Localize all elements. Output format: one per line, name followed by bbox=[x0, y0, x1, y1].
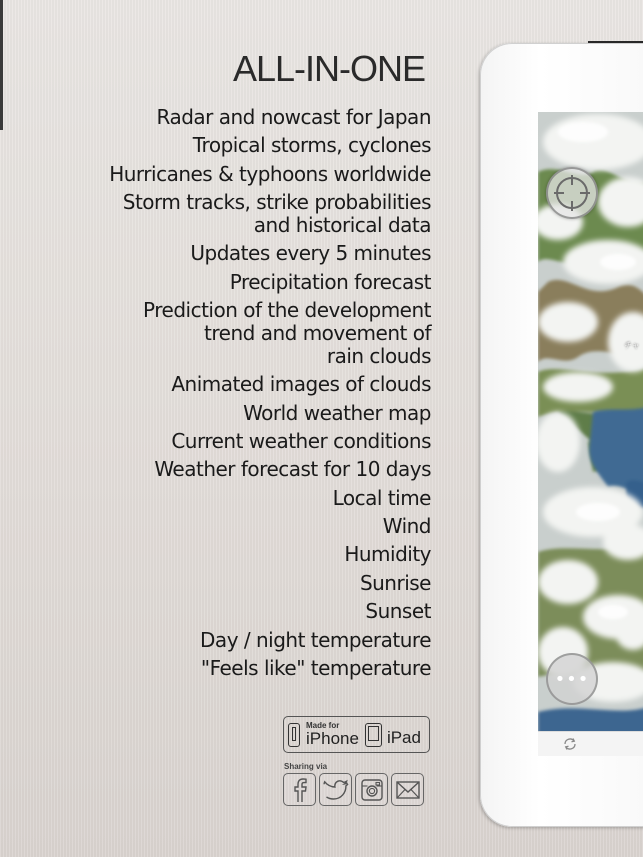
mail-share-button[interactable] bbox=[391, 773, 424, 806]
feature-item: Wind bbox=[382, 514, 431, 539]
feature-item: World weather map bbox=[243, 400, 431, 425]
feature-item: Humidity bbox=[344, 542, 431, 567]
feature-item: Radar and nowcast for Japan bbox=[156, 105, 431, 129]
twitter-share-button[interactable] bbox=[319, 773, 352, 806]
sharing-label: Sharing via bbox=[284, 762, 328, 771]
left-edge-bar bbox=[0, 0, 3, 130]
feature-item: Tropical storms, cyclones bbox=[192, 133, 431, 158]
more-options-button[interactable]: ••• bbox=[546, 653, 598, 705]
feature-item: Precipitation forecast bbox=[229, 269, 431, 294]
feature-item: Sunrise bbox=[359, 570, 431, 595]
ipad-icon bbox=[365, 723, 382, 747]
twitter-icon bbox=[323, 777, 349, 803]
made-for-badge bbox=[283, 716, 430, 753]
feature-item: Current weather conditions bbox=[171, 428, 431, 453]
feature-list bbox=[11, 106, 431, 685]
mail-icon bbox=[395, 777, 421, 803]
feature-item: and historical data bbox=[253, 212, 431, 237]
feature-item: rain clouds bbox=[326, 343, 431, 368]
iphone-label: iPhone bbox=[306, 729, 359, 748]
instagram-icon bbox=[359, 777, 385, 803]
facebook-share-button[interactable] bbox=[283, 773, 316, 806]
sharing-buttons bbox=[283, 773, 424, 806]
feature-item: Storm tracks, strike probabilities bbox=[122, 190, 431, 215]
facebook-icon bbox=[287, 777, 313, 803]
feature-item: Animated images of clouds bbox=[171, 372, 431, 397]
feature-item: Prediction of the development bbox=[143, 298, 431, 323]
made-for-label: Made for bbox=[306, 721, 340, 730]
feature-item: Day / night temperature bbox=[200, 627, 431, 652]
iphone-icon bbox=[288, 723, 300, 747]
feature-item: Hurricanes & typhoons worldwide bbox=[109, 161, 431, 186]
refresh-icon[interactable] bbox=[562, 736, 578, 752]
feature-item: trend and movement of bbox=[204, 320, 431, 345]
instagram-share-button[interactable] bbox=[355, 773, 388, 806]
map-place-label: チャ bbox=[624, 341, 640, 350]
feature-item: Local time bbox=[332, 485, 431, 510]
crosshair-icon bbox=[552, 173, 592, 213]
feature-item: Weather forecast for 10 days bbox=[154, 457, 431, 482]
feature-item: Updates every 5 minutes bbox=[190, 241, 431, 266]
locate-button[interactable] bbox=[546, 167, 598, 219]
feature-item: Sunset bbox=[365, 599, 431, 624]
map-toolbar bbox=[538, 731, 643, 756]
headline: ALL-IN-ONE bbox=[232, 48, 425, 89]
ipad-label: iPad bbox=[386, 728, 421, 747]
feature-item: "Feels like" temperature bbox=[200, 656, 431, 681]
